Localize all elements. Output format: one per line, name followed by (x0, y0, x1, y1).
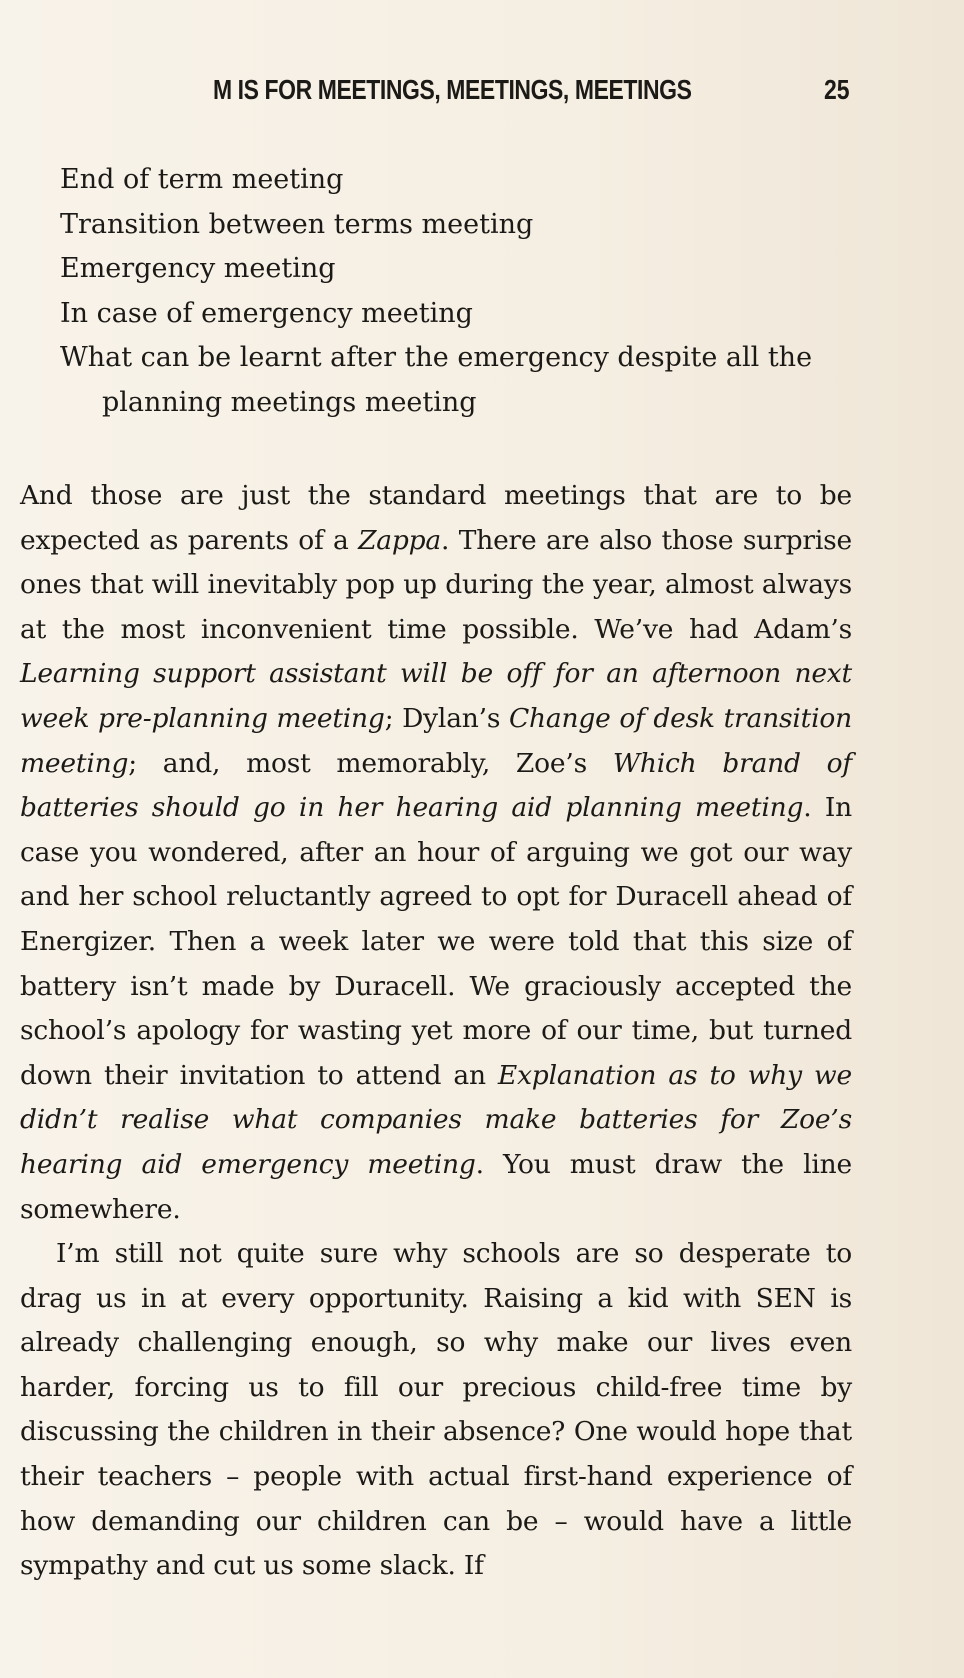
body-text (20, 474, 852, 1589)
running-head (0, 74, 964, 114)
text-run: And those are just the standard meetings that are to be expected as parents of a (20, 480, 852, 556)
paragraph (20, 474, 852, 1232)
italic-text: Explanation as to why we didn’t realise what companies make batteries for Zoe’s hearing aid emergency meeting (20, 1059, 852, 1180)
list-item: Transition between terms meeting (60, 208, 534, 240)
paragraph: I’m still not quite sure why schools are so desperate to drag us in at every opportunity. Raising a kid with SEN is already challenging enough, so why make our lives even harder, forcing us to fill our precious child-free time by discussing the children in their absence? One would hope that their teachers – people with actual first-hand experience of how demanding our children can be – would have a little sympathy and cut us some slack. If (20, 1238, 852, 1582)
text-run: ; and, most memorably, Zoe’s (128, 747, 613, 779)
meeting-list (60, 158, 860, 425)
running-title: M IS FOR MEETINGS, MEETINGS, MEETINGS (213, 74, 692, 105)
list-item: Emergency meeting (60, 253, 336, 284)
list-item: End of term meeting (60, 164, 344, 195)
italic-text: Which brand of batteries should go in her hearing aid planning meeting (20, 747, 852, 824)
text-run: . There are also those surprise ones that will inevitably pop up during the year, almost always at the most inconvenient time possible. We’ve had Adam’s (20, 524, 852, 645)
italic-text: Learning support assistant will be off for an afternoon next week pre-planning meeting (20, 658, 852, 734)
italic-text: Change of desk transition meeting (20, 702, 852, 779)
page-number: 25 (824, 74, 850, 105)
text-run: . In case you wondered, after an hour of arguing we got our way and her school reluctantly agreed to opt for Duracell ahead of Energizer. Then a week later we were told that this size of battery isn’t made by Duracell. We graciously accepted the school’s apology for wasting yet more of our time, but turned down their invitation to attend an (20, 792, 852, 1091)
italic-text: Zappa (358, 524, 442, 556)
list-item: In case of emergency meeting (60, 297, 473, 329)
list-item: What can be learnt after the emergency despite all the planning meetings meeting (60, 342, 813, 418)
text-run: . You must draw the line somewhere. (20, 1148, 852, 1225)
text-run: ; Dylan’s (384, 702, 509, 734)
